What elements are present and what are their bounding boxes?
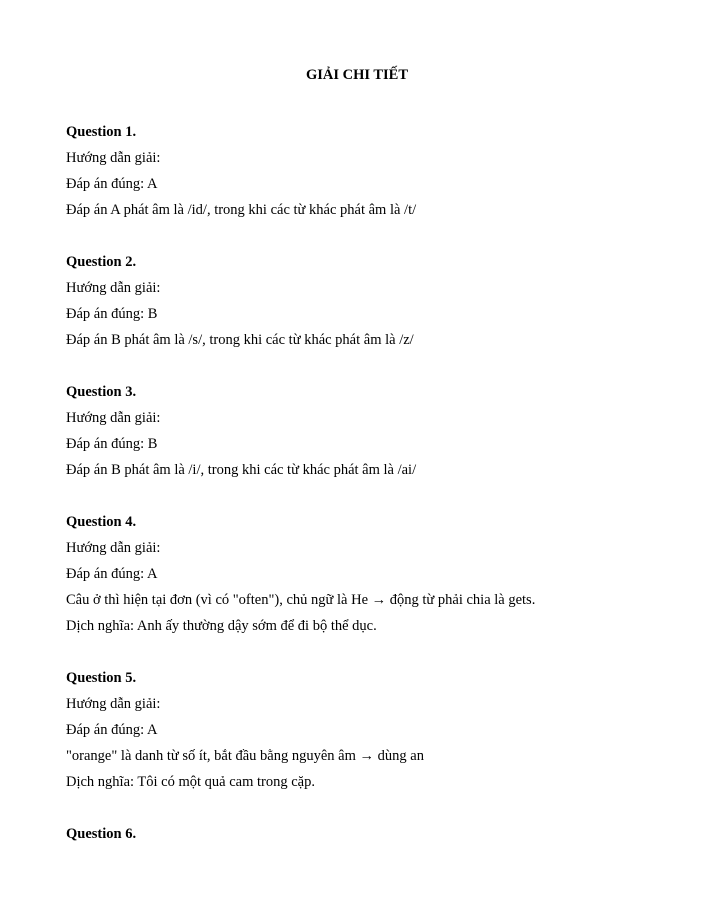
correct-answer: Đáp án đúng: A xyxy=(66,566,158,582)
question-heading: Question 1. xyxy=(66,124,137,140)
explanation: Đáp án B phát âm là /i/, trong khi các từ khác phát âm là /ai/ xyxy=(66,462,417,478)
explanation: Câu ở thì hiện tại đơn (vì có "often"), chủ ngữ là He → động từ phải chia là gets. xyxy=(66,592,536,608)
question-heading: Question 6. xyxy=(66,826,137,842)
correct-answer: Đáp án đúng: A xyxy=(66,722,158,738)
correct-answer: Đáp án đúng: A xyxy=(66,176,158,192)
guide-label: Hướng dẫn giải: xyxy=(66,280,161,296)
explanation: Đáp án B phát âm là /s/, trong khi các từ khác phát âm là /z/ xyxy=(66,332,414,348)
translation: Dịch nghĩa: Anh ấy thường dậy sớm để đi bộ thể dục. xyxy=(66,618,377,634)
question-heading: Question 5. xyxy=(66,670,137,686)
question-2 xyxy=(66,249,666,353)
question-6 xyxy=(66,821,666,847)
explanation: "orange" là danh từ số ít, bắt đầu bằng nguyên âm → dùng an xyxy=(66,748,424,764)
document-content xyxy=(66,119,666,873)
document-title: GIẢI CHI TIẾT xyxy=(305,67,409,83)
translation: Dịch nghĩa: Tôi có một quả cam trong cặp. xyxy=(66,774,315,790)
guide-label: Hướng dẫn giải: xyxy=(66,410,161,426)
explanation: Đáp án A phát âm là /id/, trong khi các từ khác phát âm là /t/ xyxy=(66,202,417,218)
question-4 xyxy=(66,509,666,639)
question-heading: Question 3. xyxy=(66,384,137,400)
question-5 xyxy=(66,665,666,795)
question-heading: Question 4. xyxy=(66,514,137,530)
question-heading: Question 2. xyxy=(66,254,137,270)
correct-answer: Đáp án đúng: B xyxy=(66,436,158,452)
question-1 xyxy=(66,119,666,223)
correct-answer: Đáp án đúng: B xyxy=(66,306,158,322)
guide-label: Hướng dẫn giải: xyxy=(66,540,161,556)
guide-label: Hướng dẫn giải: xyxy=(66,150,161,166)
guide-label: Hướng dẫn giải: xyxy=(66,696,161,712)
question-3 xyxy=(66,379,666,483)
